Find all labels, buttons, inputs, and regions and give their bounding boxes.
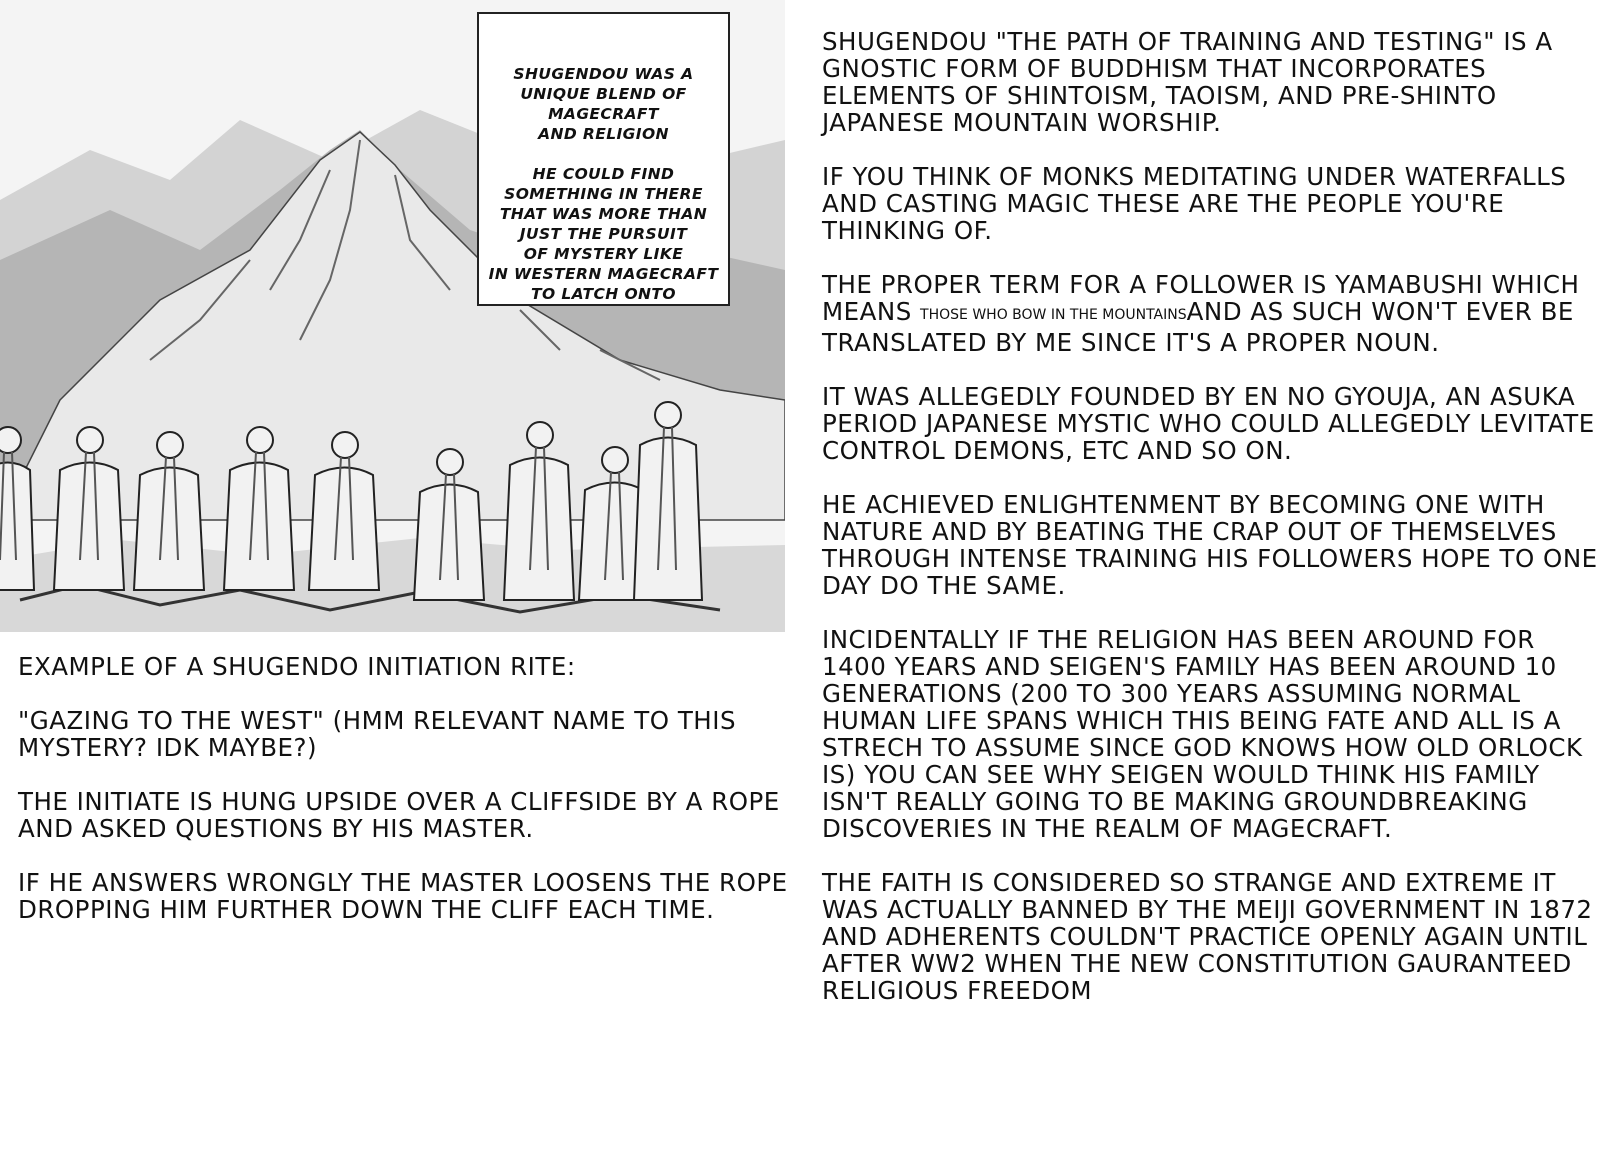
- paragraph: SHUGENDOU "THE PATH OF TRAINING AND TESTING" IS A GNOSTIC FORM OF BUDDHISM THAT INCORPORATES ELEMENTS OF SHINTOISM, TAOISM, AND PRE-SHINTO JAPANESE MOUNTAIN WORSHIP.: [822, 27, 1553, 137]
- paragraph: THE INITIATE IS HUNG UPSIDE OVER A CLIFFSIDE BY A ROPE AND ASKED QUESTIONS BY HIS MASTER.: [18, 787, 780, 843]
- paragraph: IT WAS ALLEGEDLY FOUNDED BY EN NO GYOUJA, AN ASUKA PERIOD JAPANESE MYSTIC WHO COULD ALLEGEDLY LEVITATE CONTROL DEMONS, ETC AND SO ON.: [822, 382, 1595, 465]
- caption-line: SHUGENDOU WAS A UNIQUE BLEND OF MAGECRAFT AND RELIGION: [513, 65, 694, 143]
- caption-line: HE COULD FIND SOMETHING IN THERE THAT WAS MORE THAN JUST THE PURSUIT OF MYSTERY LIKE IN WESTERN MAGECRAFT TO LATCH ONTO: [488, 165, 719, 303]
- section-heading: EXAMPLE OF A SHUGENDO INITIATION RITE:: [18, 652, 576, 681]
- initiation-rite-section: [18, 653, 788, 950]
- caption-box: [477, 12, 730, 306]
- paragraph: "GAZING TO THE WEST" (HMM RELEVANT NAME TO THIS MYSTERY? IDK MAYBE?): [18, 706, 737, 762]
- paragraph: THE FAITH IS CONSIDERED SO STRANGE AND EXTREME IT WAS ACTUALLY BANNED BY THE MEIJI GOVERNMENT IN 1872 AND ADHERENTS COULDN'T PRACTICE OPENLY AGAIN UNTIL AFTER WW2 WHEN THE NEW CONSTITUTION GAURANTEED RELIGIOUS FREEDOM: [822, 868, 1593, 1005]
- paragraph: HE ACHIEVED ENLIGHTENMENT BY BECOMING ONE WITH NATURE AND BY BEATING THE CRAP OUT OF THEMSELVES THROUGH INTENSE TRAINING HIS FOLLOWERS HOPE TO ONE DAY DO THE SAME.: [822, 490, 1598, 600]
- manga-panel: [0, 0, 785, 632]
- paragraph: IF HE ANSWERS WRONGLY THE MASTER LOOSENS THE ROPE DROPPING HIM FURTHER DOWN THE CLIFF EACH TIME.: [18, 868, 788, 924]
- text-run: THE PROPER TERM FOR A FOLLOWER IS YAMABUSHI WHICH MEANS: [822, 270, 1580, 326]
- shugendou-notes: [822, 28, 1600, 1031]
- text-run: AND AS SUCH WON'T EVER BE TRANSLATED BY ME SINCE IT'S A PROPER NOUN.: [822, 297, 1574, 357]
- paragraph: IF YOU THINK OF MONKS MEDITATING UNDER WATERFALLS AND CASTING MAGIC THESE ARE THE PEOPLE YOU'RE THINKING OF.: [822, 162, 1567, 245]
- paragraph: INCIDENTALLY IF THE RELIGION HAS BEEN AROUND FOR 1400 YEARS AND SEIGEN'S FAMILY HAS BEEN AROUND 10 GENERATIONS (200 TO 300 YEARS ASSUMING NORMAL HUMAN LIFE SPANS WHICH THIS BEING FATE AND ALL IS A STRECH TO ASSUME SINCE GOD KNOWS HOW OLD ORLOCK IS) YOU CAN SEE WHY SEIGEN WOULD THINK HIS FAMILY ISN'T REALLY GOING TO BE MAKING GROUNDBREAKING DISCOVERIES IN THE REALM OF MAGECRAFT.: [822, 625, 1583, 843]
- paragraph-yamabushi: [822, 271, 1600, 356]
- small-translation: THOSE WHO BOW IN THE MOUNTAINS: [920, 307, 1187, 323]
